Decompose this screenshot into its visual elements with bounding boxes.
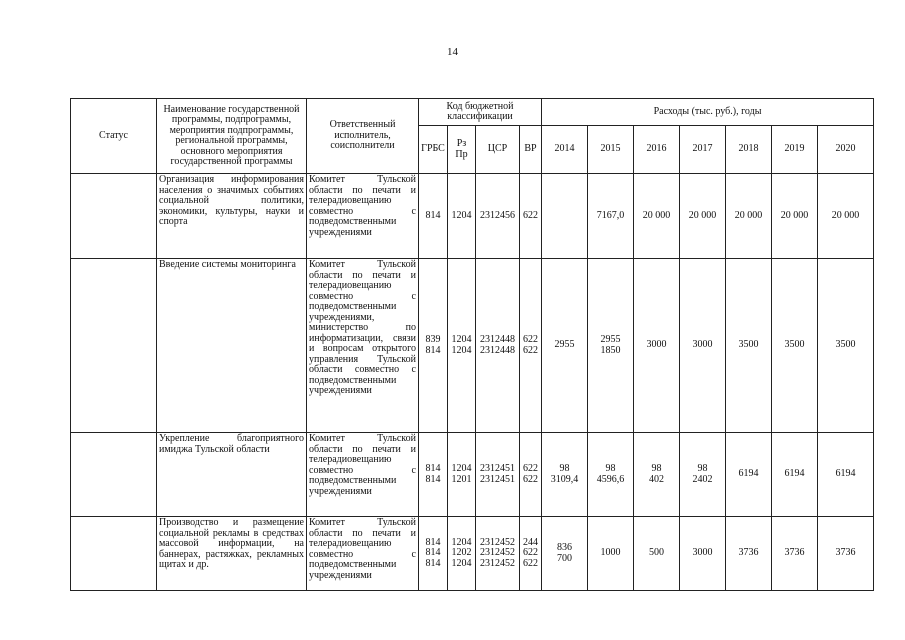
cell-grbs: 839 814 [419,259,448,433]
cell-2017: 20 000 [680,174,726,259]
header-year: 2019 [772,126,818,174]
cell-2017: 98 2402 [680,433,726,517]
cell-2015: 98 4596,6 [588,433,634,517]
header-vr: ВР [520,126,542,174]
header-year: 2016 [634,126,680,174]
cell-vr: 244 622 622 [520,517,542,591]
header-rzpr: Рз Пр [448,126,476,174]
cell-2015: 2955 1850 [588,259,634,433]
cell-executor: Комитет Тульской области по печати и телерадиовещанию совместно с подведомственными учреждениями [307,433,419,517]
cell-2019: 3736 [772,517,818,591]
cell-rzpr: 1204 1204 [448,259,476,433]
cell-2018: 6194 [726,433,772,517]
header-year: 2015 [588,126,634,174]
cell-2016: 500 [634,517,680,591]
cell-rzpr: 1204 [448,174,476,259]
cell-2014: 836 700 [542,517,588,591]
header-expenses: Расходы (тыс. руб.), годы [542,99,874,126]
cell-2016: 20 000 [634,174,680,259]
cell-2017: 3000 [680,517,726,591]
cell-2018: 3736 [726,517,772,591]
cell-2016: 3000 [634,259,680,433]
cell-rzpr: 1204 1201 [448,433,476,517]
table-row [71,174,874,259]
cell-csr: 2312451 2312451 [476,433,520,517]
cell-2020: 6194 [818,433,874,517]
cell-name: Производство и размещение социальной рекламы в средствах массовой информации, на баннерах, растяжках, рекламных щитах и др. [157,517,307,591]
cell-vr: 622 622 [520,259,542,433]
cell-2018: 20 000 [726,174,772,259]
budget-table [70,98,874,591]
header-status: Статус [71,99,157,174]
cell-csr: 2312456 [476,174,520,259]
cell-2020: 20 000 [818,174,874,259]
cell-2014 [542,174,588,259]
page-number: 14 [447,46,458,58]
cell-2014: 2955 [542,259,588,433]
cell-status [71,259,157,433]
header-name: Наименование государственной программы, подпрограммы, мероприятия подпрограммы, региональной программы, основного мероприятия государственной программы [157,99,307,174]
cell-status [71,174,157,259]
cell-name: Введение системы мониторинга [157,259,307,433]
cell-grbs: 814 814 [419,433,448,517]
cell-executor: Комитет Тульской области по печати и телерадиовещанию совместно с подведомственными учреждениями [307,174,419,259]
cell-2019: 3500 [772,259,818,433]
cell-name: Укрепление благоприятного имиджа Тульской области [157,433,307,517]
cell-2017: 3000 [680,259,726,433]
cell-grbs: 814 [419,174,448,259]
cell-2020: 3736 [818,517,874,591]
table-row [71,517,874,591]
table-row [71,433,874,517]
header-csr: ЦСР [476,126,520,174]
cell-csr: 2312448 2312448 [476,259,520,433]
cell-2019: 6194 [772,433,818,517]
table-row [71,259,874,433]
cell-rzpr: 1204 1202 1204 [448,517,476,591]
cell-name: Организация информирования населения о значимых событиях социальной политики, экономики, культуры, науки и спорта [157,174,307,259]
cell-2019: 20 000 [772,174,818,259]
cell-2016: 98 402 [634,433,680,517]
cell-vr: 622 [520,174,542,259]
cell-2014: 98 3109,4 [542,433,588,517]
cell-2015: 1000 [588,517,634,591]
cell-2020: 3500 [818,259,874,433]
header-year: 2017 [680,126,726,174]
cell-status [71,433,157,517]
cell-csr: 2312452 2312452 2312452 [476,517,520,591]
cell-grbs: 814 814 814 [419,517,448,591]
cell-2015: 7167,0 [588,174,634,259]
header-executor: Ответственный исполнитель, соисполнители [307,99,419,174]
header-row-1 [71,99,874,126]
cell-executor: Комитет Тульской области по печати и телерадиовещанию совместно с подведомственными учреждениями, министерство по информатизации, связи и вопросам открытого управления Тульской области совместно с подведомственными учреждениями [307,259,419,433]
header-year: 2020 [818,126,874,174]
cell-2018: 3500 [726,259,772,433]
header-grbs: ГРБС [419,126,448,174]
header-year: 2018 [726,126,772,174]
header-budget-code: Код бюджетной классификации [419,99,542,126]
header-year: 2014 [542,126,588,174]
cell-vr: 622 622 [520,433,542,517]
cell-status [71,517,157,591]
cell-executor: Комитет Тульской области по печати и телерадиовещанию совместно с подведомственными учреждениями [307,517,419,591]
